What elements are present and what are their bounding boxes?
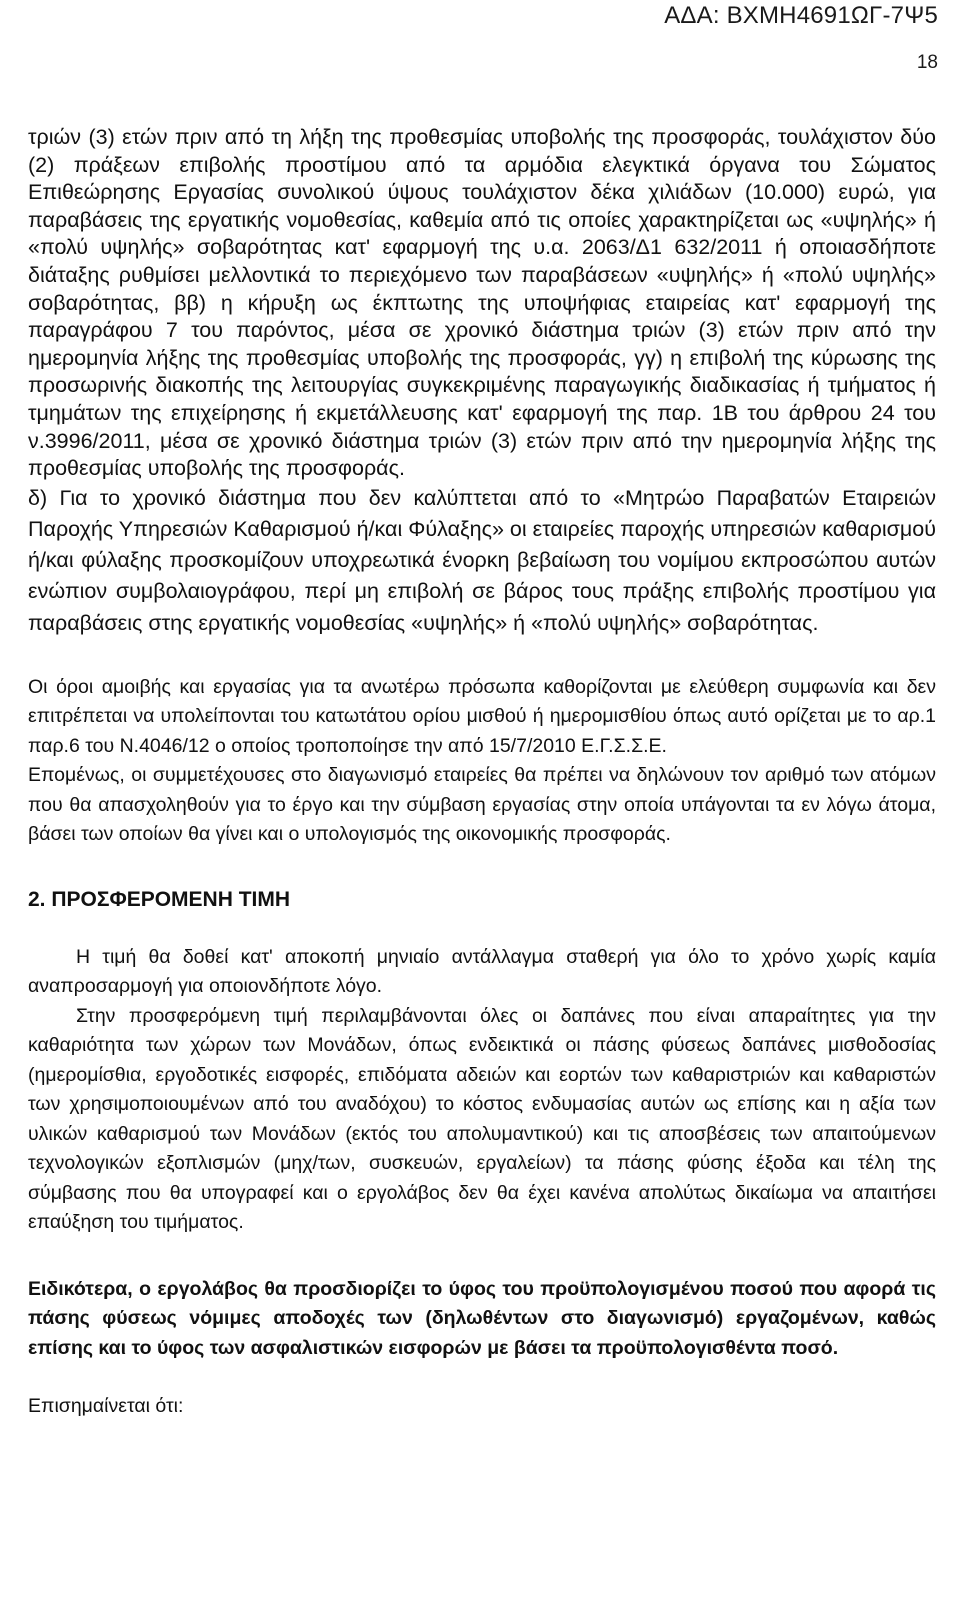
section-heading-offered-price: 2. ΠΡΟΣΦΕΡΟΜΕΝΗ ΤΙΜΗ (28, 887, 291, 911)
ada-code: ΑΔΑ: ΒΧΜΗ4691ΩΓ-7Ψ5 (664, 2, 938, 29)
paragraph-fixed-price: Η τιμή θα δοθεί κατ' αποκοπή μηνιαίο αντάλλαγμα σταθερή για όλο το χρόνο χωρίς καμία αναπροσαρμογή για οποιονδήποτε λόγο. (28, 945, 936, 998)
page-number: 18 (916, 52, 938, 73)
paragraph-penalties: τριών (3) ετών πριν από τη λήξη της προθεσμίας υποβολής της προσφοράς, τουλάχιστον δύο (2) πράξεων επιβολής προστίμου από τα αρμόδια ελεγκτικά όργανα του Σώματος Επιθεώρησης Εργασίας συνολικού ύψους τουλάχιστον δέκα χιλιάδων (10.000) ευρώ, για παραβάσεις της εργατικής νομοθεσίας, καθεμία από τις οποίες χαρακτηρίζεται ως «υψηλής» ή «πολύ υψηλής» σοβαρότητας κατ' εφαρμογή της υ.α. 2063/Δ1 632/2011 ή οποιασδήποτε διάταξης ρυθμίσει μελλοντικά το περιεχόμενο των παραβάσεων «υψηλής» ή «πολύ υψηλής» σοβαρότητας, ββ) η κήρυξη ως έκπτωτης της υποψήφιας εταιρείας κατ' εφαρμογή της παραγράφου 7 του παρόντος, μέσα σε χρονικό διάστημα τριών (3) ετών πριν από την ημερομηνία λήξης της προθεσμίας υποβολής της προσφοράς, γγ) η επιβολή της κύρωσης της προσωρινής διακοπής της λειτουργίας συγκεκριμένης παραγωγικής διαδικασίας ή τμήματος ή τμημάτων της επιχείρησης ή εκμετάλλευσης κατ' εφαρμογή της παρ. 1Β του άρθρου 24 του ν.3996/2011, μέσα σε χρονικό διάστημα τριών (3) ετών πριν από την ημερομηνία λήξης της προθεσμίας υποβολής της προσφοράς. (28, 125, 936, 481)
paragraph-sworn-statement: δ) Για το χρονικό διάστημα που δεν καλύπτεται από το «Μητρώο Παραβατών Εταιρειών Παροχής Υπηρεσιών Καθαρισμού ή/και Φύλαξης» οι εταιρείες παροχής υπηρεσιών καθαρισμού ή/και φύλαξης προσκομίζουν υποχρεωτικά ένορκη βεβαίωση του νομίμου εκπροσώπου αυτών ενώπιον συμβολαιογράφου, περί μη επιβολή σε βάρος τους πράξης επιβολής προστίμου για παραβάσεις στης εργατικής νομοθεσίας «υψηλής» ή «πολύ υψηλής» σοβαρότητας. (28, 485, 936, 635)
paragraph-employee-count: Επομένως, οι συμμετέχουσες στο διαγωνισμό εταιρείες θα πρέπει να δηλώνουν τον αριθμό των ατόμων που θα απασχοληθούν για το έργο και την σύμβαση εργασίας στην οποία υπάγονται τα εν λόγω άτομα, βάσει των οποίων θα γίνει και ο υπολογισμός της οικονομικής προσφοράς. (28, 764, 936, 846)
document-body (28, 124, 936, 1422)
paragraph-wage-terms: Οι όροι αμοιβής και εργασίας για τα ανωτέρω πρόσωπα καθορίζονται με ελεύθερη συμφωνία και δεν επιτρέπεται να υπολείπονται του κατωτάτου ορίου μισθού ή ημερομισθίου όπως αυτό ορίζεται με το αρ.1 παρ.6 του Ν.4046/12 ο οποίος τροποποίησε την από 15/7/2010 Ε.Γ.Σ.Σ.Ε. (28, 675, 936, 757)
paragraph-note: Επισημαίνεται ότι: (28, 1395, 184, 1418)
paragraph-price-includes: Στην προσφερόμενη τιμή περιλαμβάνονται όλες οι δαπάνες που είναι απαραίτητες για την καθαριότητα των χώρων των Μονάδων, όπως ενδεικτικά οι πάσης φύσεως δαπάνες μισθοδοσίας (ημερομίσθια, εργοδοτικές εισφορές, επιδόματα αδειών και εορτών των καθαριστριών και καθαριστών των χρησιμοποιουμένων από του αναδόχου) το κόστος ενδυμασίας αυτών ως επίσης και η αξία των υλικών καθαρισμού των Μονάδων (εκτός του απολυμαντικού) και τις αποσβέσεις των απαιτούμενων τεχνολογικών εξοπλισμών (μηχ/των, συσκευών, εργαλείων) τα πάσης φύσης έξοδα και τέλη της σύμβασης που θα υπογραφεί και ο εργολάβος δεν θα έχει κανένα απολύτως δικαίωμα να απαιτήσει επαύξηση του τιμήματος. (28, 1004, 936, 1234)
paragraph-specifically-bold: Ειδικότερα, ο εργολάβος θα προσδιορίζει το ύφος του προϋπολογισμένου ποσού που αφορά τις πάσης φύσεως νόμιμες αποδοχές των (δηλωθέντων στο διαγωνισμό) εργαζομένων, καθώς επίσης και το ύφος των ασφαλιστικών εισφορών με βάσει τα προϋπολογισθέντα ποσό. (28, 1277, 936, 1359)
